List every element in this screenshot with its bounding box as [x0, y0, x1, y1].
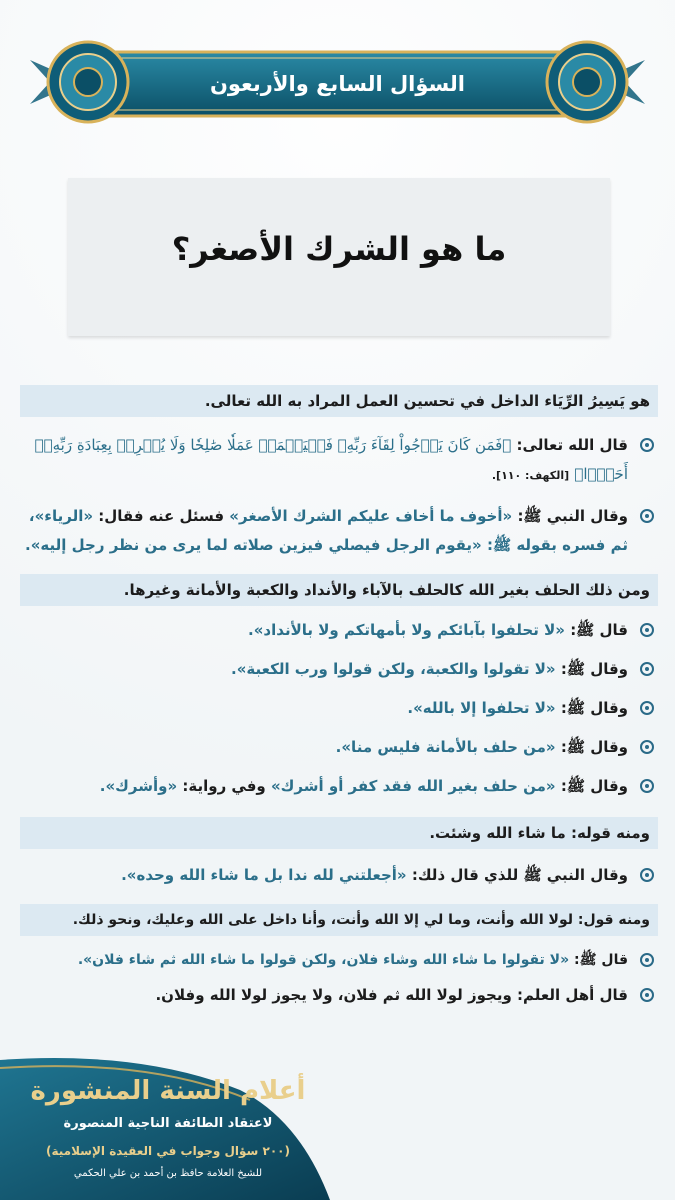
scholars-text: قال أهل العلم: ويجوز لولا الله ثم فلان، ولا يجوز لولا الله وفلان. — [155, 986, 628, 1004]
header-banner — [20, 30, 655, 140]
footer-title: أعلام السنة المنشورة — [30, 1076, 306, 1106]
mashallah-heading-band: ومنه قوله: ما شاء الله وشئت. — [20, 817, 658, 849]
quran-reference: [الكهف: ١١٠]. — [491, 469, 570, 482]
oath-tail: وفي رواية: — [182, 777, 266, 795]
mashallah-item — [20, 861, 658, 890]
bullet-icon — [640, 988, 654, 1002]
answer-content — [20, 385, 658, 1010]
oath-item — [20, 772, 658, 801]
oath-quote: «لا تحلفوا بآبائكم ولا بأمهاتكم ولا بالأنداد». — [248, 621, 565, 639]
prophet-intro: وقال النبي ﷺ: — [517, 507, 628, 525]
oath-quote: «لا تقولوا والكعبة، ولكن قولوا ورب الكعبة». — [231, 660, 556, 678]
lawla-quote: «لا تقولوا ما شاء الله وشاء فلان، ولكن قولوا ما شاء الله ثم شاء فلان». — [77, 952, 570, 968]
mashallah-quote: «أجعلتني لله ندا بل ما شاء الله وحده». — [121, 866, 407, 884]
bullet-icon — [640, 662, 654, 676]
oath-item — [20, 616, 658, 645]
hadith-quote: «أخوف ما أخاف عليكم الشرك الأصغر» — [229, 507, 513, 525]
oath-intro: وقال ﷺ: — [560, 738, 628, 756]
oath-item — [20, 694, 658, 723]
oath-intro: وقال ﷺ: — [560, 699, 628, 717]
bullet-icon — [640, 779, 654, 793]
scholars-item — [20, 981, 658, 1010]
lawla-intro: قال ﷺ: — [574, 952, 628, 968]
lawla-item — [20, 946, 658, 975]
quran-evidence — [20, 431, 658, 490]
bullet-icon — [640, 740, 654, 754]
oath-intro: قال ﷺ: — [570, 621, 628, 639]
bullet-icon — [640, 509, 654, 523]
oath-item — [20, 655, 658, 684]
bullet-icon — [640, 438, 654, 452]
oath-quote: «لا تحلفوا إلا بالله». — [407, 699, 556, 717]
quran-verse: ﴿فَمَن كَانَ يَرۡجُواْ لِقَآءَ رَبِّهِۦ فَلۡيَعۡمَلۡ عَمَلٗا صَٰلِحٗا وَلَا يُشۡرِكۡ بِعِبَادَةِ رَبِّهِۦٓ أَحَدَۢا﴾ — [34, 436, 628, 483]
oath-intro: وقال ﷺ: — [560, 777, 628, 795]
oath-tail-quote: «وأشرك». — [99, 777, 178, 795]
header-title: السؤال السابع والأربعون — [209, 72, 466, 96]
prophet-evidence — [20, 502, 658, 560]
oath-intro: وقال ﷺ: — [560, 660, 628, 678]
question-title: ما هو الشرك الأصغر؟ — [171, 230, 507, 268]
footer-series: (٢٠٠ سؤال وجواب في العقيدة الإسلامية) — [45, 1144, 290, 1158]
hadith-riya: «الرياء»، ثم فسره بقوله ﷺ: — [28, 507, 628, 554]
footer-subtitle: لاعتقاد الطائفة الناجية المنصورة — [63, 1116, 273, 1131]
prophet-mid: فسئل عنه فقال: — [98, 507, 225, 525]
question-card — [68, 178, 610, 336]
oath-quote: «من حلف بغير الله فقد كفر أو أشرك» — [270, 777, 556, 795]
oath-heading-band: ومن ذلك الحلف بغير الله كالحلف بالآباء والأنداد والكعبة والأمانة وغيرها. — [20, 574, 658, 606]
bullet-icon — [640, 868, 654, 882]
bullet-icon — [640, 953, 654, 967]
footer-author: للشيخ العلامة حافظ بن أحمد بن علي الحكمي — [73, 1168, 263, 1179]
mashallah-intro: وقال النبي ﷺ للذي قال ذلك: — [411, 866, 628, 884]
quran-intro: قال الله تعالى: — [516, 436, 628, 454]
oath-item — [20, 733, 658, 762]
bullet-icon — [640, 701, 654, 715]
oath-quote: «من حلف بالأمانة فليس منا». — [335, 738, 556, 756]
lawla-heading-band: ومنه قول: لولا الله وأنت، وما لي إلا الله وأنت، وأنا داخل على الله وعليك، ونحو ذلك. — [20, 904, 658, 936]
hadith-quote-2: «يقوم الرجل فيصلي فيزين صلاته لما يرى من نظر رجل إليه». — [25, 536, 482, 554]
bullet-icon — [640, 623, 654, 637]
definition-band: هو يَسِيرُ الرِّيَاء الداخل في تحسين العمل المراد به الله تعالى. — [20, 385, 658, 417]
footer-logo — [0, 1050, 330, 1200]
